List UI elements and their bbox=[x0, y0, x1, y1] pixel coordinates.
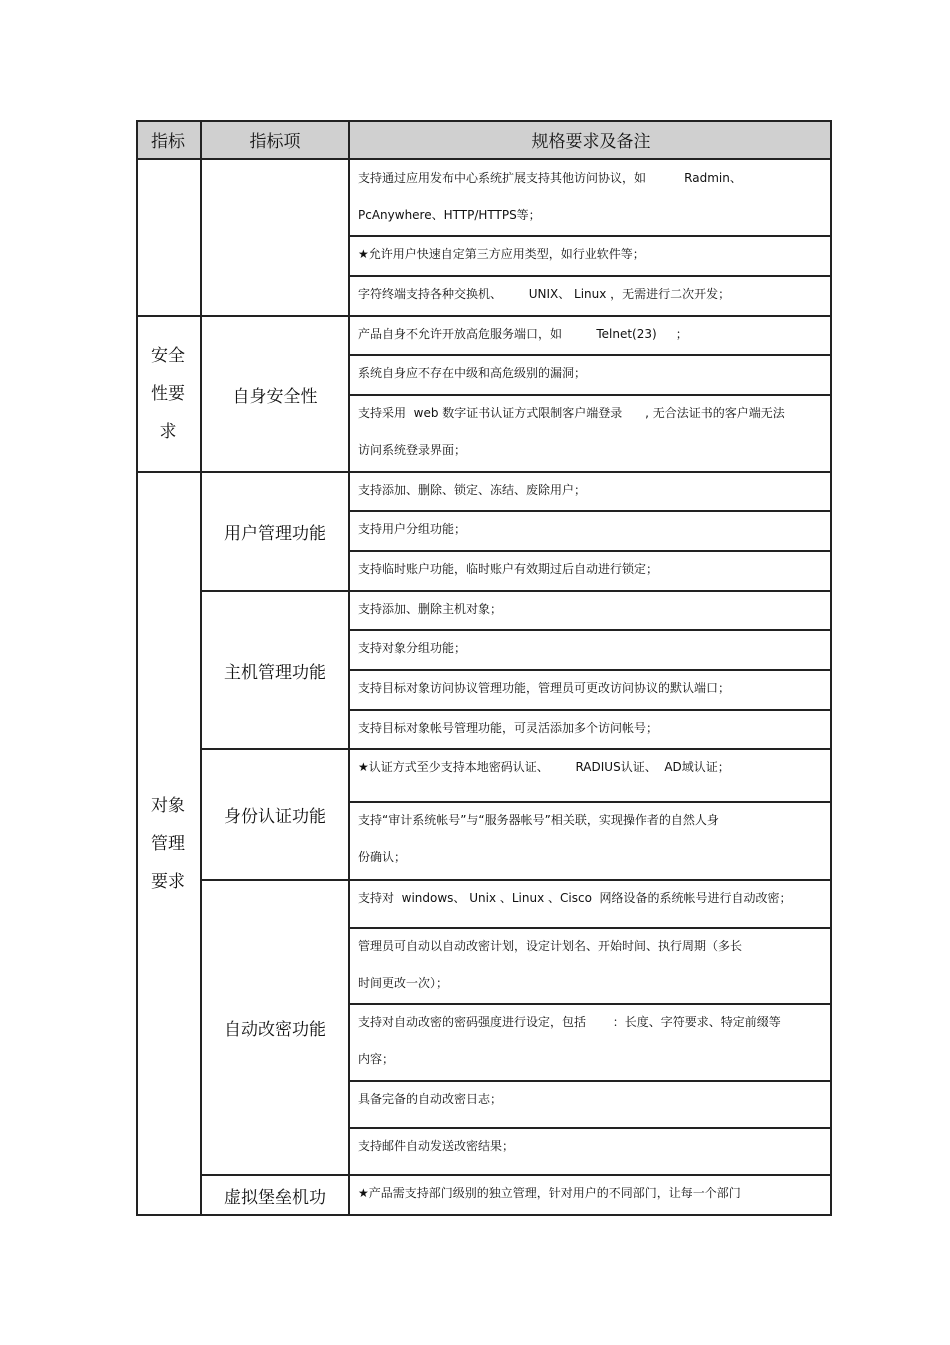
spec-cell: 支持添加、删除主机对象； bbox=[358, 602, 503, 616]
table-border-right bbox=[830, 120, 832, 1214]
item-name-cell: 自身安全性 bbox=[232, 386, 318, 407]
spec-cell: 字符终端支持各种交换机、 UNIX、 Linux ，无需进行二次开发； bbox=[358, 287, 731, 301]
spec-cell: 产品自身不允许开放高危服务端口，如 Telnet(23) ； bbox=[358, 327, 688, 341]
spec-cell: 支持采用 web 数字证书认证方式限制客户端登录 , 无合法证书的客户端无法 访问系统登录界面； bbox=[358, 406, 785, 457]
item-name-cell: 主机管理功能 bbox=[224, 662, 326, 683]
spec-cell: 支持通过应用发布中心系统扩展支持其他访问协议，如 Radmin、 PcAnywhere、HTTP/HTTPS等； bbox=[358, 171, 742, 222]
spec-cell: 管理员可自动以自动改密计划，设定计划名、开始时间、执行周期（多长 时间更改一次）； bbox=[358, 939, 743, 990]
item-name-cell bbox=[202, 160, 348, 316]
spec-cell: ★产品需支持部门级别的独立管理，针对用户的不同部门，让每一个部门 bbox=[358, 1186, 741, 1200]
table-border-top bbox=[136, 120, 832, 122]
header-spec-notes: 规格要求及备注 bbox=[531, 131, 651, 152]
spec-cell: 支持目标对象帐号管理功能，可灵活添加多个访问帐号； bbox=[358, 721, 659, 735]
category-cell bbox=[136, 160, 200, 316]
header-indicator-item: 指标项 bbox=[249, 131, 301, 152]
item-name-cell: 用户管理功能 bbox=[224, 524, 326, 544]
category-cell: 对象 管理 要求 bbox=[151, 796, 185, 892]
spec-cell: 具备完备的自动改密日志； bbox=[358, 1092, 503, 1106]
spec-cell: 支持用户分组功能； bbox=[358, 522, 467, 536]
spec-table bbox=[136, 120, 832, 1216]
spec-cell: 支持对象分组功能； bbox=[358, 641, 467, 655]
spec-cell: 支持目标对象访问协议管理功能，管理员可更改访问协议的默认端口； bbox=[358, 681, 731, 695]
spec-cell: ★认证方式至少支持本地密码认证、 RADIUS认证、 AD域认证； bbox=[358, 760, 730, 774]
header-indicator: 指标 bbox=[151, 131, 185, 152]
spec-cell: 支持“审计系统帐号”与“服务器帐号”相关联，实现操作者的自然人身 份确认； bbox=[358, 813, 719, 864]
spec-cell: 支持添加、删除、锁定、冻结、废除用户； bbox=[358, 483, 587, 497]
spec-cell: 系统自身应不存在中级和高危级别的漏洞； bbox=[358, 366, 587, 380]
category-cell: 安全 性要 求 bbox=[151, 346, 185, 442]
spec-cell: ★允许用户快速自定第三方应用类型，如行业软件等； bbox=[358, 247, 645, 261]
spec-cell: 支持对自动改密的密码强度进行设定，包括 ：长度、字符要求、特定前缀等 内容； bbox=[358, 1015, 781, 1066]
spec-cell: 支持对 windows、 Unix 、Linux 、Cisco 网络设备的系统帐号进行自动改密； bbox=[358, 891, 792, 905]
item-name-cell: 虚拟堡垒机功 bbox=[224, 1188, 326, 1208]
spec-cell: 支持邮件自动发送改密结果； bbox=[358, 1139, 515, 1153]
item-name-cell: 自动改密功能 bbox=[224, 1020, 326, 1040]
spec-cell: 支持临时账户功能，临时账户有效期过后自动进行锁定； bbox=[358, 562, 659, 576]
item-name-cell: 身份认证功能 bbox=[224, 807, 326, 827]
